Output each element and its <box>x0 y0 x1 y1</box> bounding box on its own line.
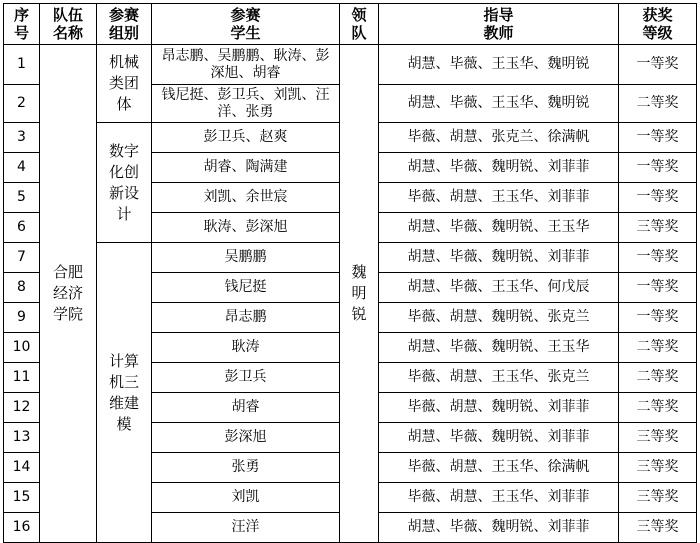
teachers-cell: 毕薇、胡慧、王玉华、刘菲菲 <box>379 483 619 513</box>
row-no: 7 <box>4 243 40 273</box>
students-cell: 汪洋 <box>152 513 340 543</box>
row-no: 5 <box>4 183 40 213</box>
award-cell: 三等奖 <box>619 453 697 483</box>
team-name: 合肥经济学院 <box>40 45 97 543</box>
teachers-cell: 胡慧、毕薇、魏明锐、刘菲菲 <box>379 153 619 183</box>
award-cell: 三等奖 <box>619 483 697 513</box>
group-name: 机械类团体 <box>97 45 152 123</box>
students-cell: 张勇 <box>152 453 340 483</box>
students-cell: 钱尼挺、彭卫兵、刘凯、汪洋、张勇 <box>152 85 340 123</box>
leader-name: 魏明锐 <box>340 45 379 543</box>
students-cell: 刘凯、余世宸 <box>152 183 340 213</box>
group-name: 计算机三维建模 <box>97 243 152 543</box>
students-cell: 彭深旭 <box>152 423 340 453</box>
award-cell: 三等奖 <box>619 213 697 243</box>
teachers-cell: 毕薇、胡慧、王玉华、张克兰 <box>379 363 619 393</box>
row-no: 12 <box>4 393 40 423</box>
row-no: 16 <box>4 513 40 543</box>
group-name: 数字化创新设计 <box>97 123 152 243</box>
award-cell: 一等奖 <box>619 45 697 85</box>
award-cell: 一等奖 <box>619 183 697 213</box>
teachers-cell: 毕薇、胡慧、张克兰、徐满帆 <box>379 123 619 153</box>
award-cell: 二等奖 <box>619 85 697 123</box>
award-cell: 一等奖 <box>619 273 697 303</box>
row-no: 8 <box>4 273 40 303</box>
row-no: 6 <box>4 213 40 243</box>
header-teachers: 指导 教师 <box>379 4 619 45</box>
award-cell: 一等奖 <box>619 153 697 183</box>
award-cell: 二等奖 <box>619 393 697 423</box>
header-no: 序 号 <box>4 4 40 45</box>
row-no: 13 <box>4 423 40 453</box>
row-no: 15 <box>4 483 40 513</box>
award-cell: 二等奖 <box>619 333 697 363</box>
header-group: 参赛 组别 <box>97 4 152 45</box>
award-table <box>3 3 697 543</box>
award-cell: 三等奖 <box>619 423 697 453</box>
students-cell: 胡睿 <box>152 393 340 423</box>
header-students: 参赛 学生 <box>152 4 340 45</box>
teachers-cell: 胡慧、毕薇、魏明锐、刘菲菲 <box>379 513 619 543</box>
award-cell: 一等奖 <box>619 303 697 333</box>
award-cell: 一等奖 <box>619 243 697 273</box>
row-no: 4 <box>4 153 40 183</box>
row-no: 11 <box>4 363 40 393</box>
row-no: 2 <box>4 85 40 123</box>
award-cell: 二等奖 <box>619 363 697 393</box>
award-cell: 三等奖 <box>619 513 697 543</box>
row-no: 9 <box>4 303 40 333</box>
students-cell: 彭卫兵、赵爽 <box>152 123 340 153</box>
teachers-cell: 胡慧、毕薇、魏明锐、刘菲菲 <box>379 243 619 273</box>
students-cell: 刘凯 <box>152 483 340 513</box>
header-row <box>4 4 697 45</box>
students-cell: 耿涛 <box>152 333 340 363</box>
students-cell: 胡睿、陶满建 <box>152 153 340 183</box>
teachers-cell: 胡慧、毕薇、魏明锐、王玉华 <box>379 213 619 243</box>
row-no: 3 <box>4 123 40 153</box>
header-leader: 领 队 <box>340 4 379 45</box>
students-cell: 耿涛、彭深旭 <box>152 213 340 243</box>
teachers-cell: 毕薇、胡慧、魏明锐、刘菲菲 <box>379 393 619 423</box>
header-award: 获奖 等级 <box>619 4 697 45</box>
table-row <box>4 45 697 85</box>
header-team: 队伍 名称 <box>40 4 97 45</box>
students-cell: 昂志鹏、吴鹏鹏、耿涛、彭深旭、胡睿 <box>152 45 340 85</box>
students-cell: 钱尼挺 <box>152 273 340 303</box>
row-no: 14 <box>4 453 40 483</box>
students-cell: 昂志鹏 <box>152 303 340 333</box>
students-cell: 吴鹏鹏 <box>152 243 340 273</box>
teachers-cell: 胡慧、毕薇、魏明锐、刘菲菲 <box>379 423 619 453</box>
teachers-cell: 毕薇、胡慧、魏明锐、张克兰 <box>379 303 619 333</box>
teachers-cell: 胡慧、毕薇、王玉华、何戊辰 <box>379 273 619 303</box>
teachers-cell: 毕薇、胡慧、王玉华、刘菲菲 <box>379 183 619 213</box>
teachers-cell: 毕薇、胡慧、王玉华、徐满帆 <box>379 453 619 483</box>
teachers-cell: 胡慧、毕薇、魏明锐、王玉华 <box>379 333 619 363</box>
teachers-cell: 胡慧、毕薇、王玉华、魏明锐 <box>379 45 619 85</box>
award-cell: 一等奖 <box>619 123 697 153</box>
row-no: 1 <box>4 45 40 85</box>
teachers-cell: 胡慧、毕薇、王玉华、魏明锐 <box>379 85 619 123</box>
row-no: 10 <box>4 333 40 363</box>
students-cell: 彭卫兵 <box>152 363 340 393</box>
